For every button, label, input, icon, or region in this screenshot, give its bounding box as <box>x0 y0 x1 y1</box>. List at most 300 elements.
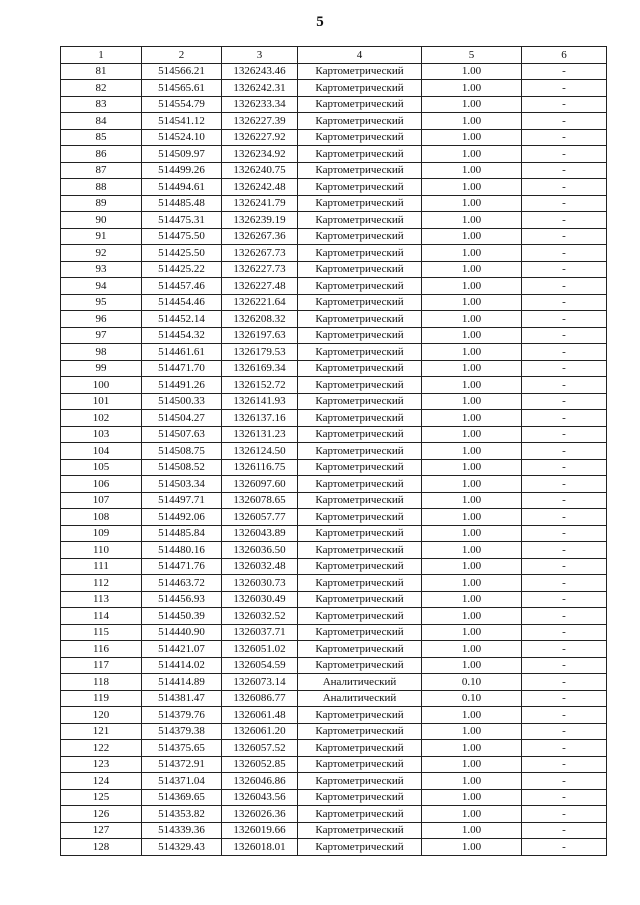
page-number: 5 <box>316 14 324 30</box>
accuracy-cell: 1.00 <box>422 723 522 740</box>
note-cell: - <box>522 723 607 740</box>
note-cell: - <box>522 740 607 757</box>
method-cell: Картометрический <box>298 575 422 592</box>
table-row <box>61 806 607 823</box>
y-coordinate-cell: 1326078.65 <box>222 492 298 509</box>
method-cell: Картометрический <box>298 657 422 674</box>
y-coordinate-cell: 1326241.79 <box>222 195 298 212</box>
x-coordinate-cell: 514454.46 <box>142 294 222 311</box>
point-number-cell: 121 <box>61 723 142 740</box>
x-coordinate-cell: 514369.65 <box>142 789 222 806</box>
accuracy-cell: 1.00 <box>422 459 522 476</box>
point-number-cell: 105 <box>61 459 142 476</box>
point-number-cell: 122 <box>61 740 142 757</box>
y-coordinate-cell: 1326026.36 <box>222 806 298 823</box>
x-coordinate-cell: 514375.65 <box>142 740 222 757</box>
note-cell: - <box>522 360 607 377</box>
accuracy-cell: 1.00 <box>422 509 522 526</box>
note-cell: - <box>522 212 607 229</box>
table-row <box>61 129 607 146</box>
note-cell: - <box>522 690 607 707</box>
column-header: 2 <box>142 47 222 64</box>
accuracy-cell: 1.00 <box>422 443 522 460</box>
point-number-cell: 123 <box>61 756 142 773</box>
table-row <box>61 558 607 575</box>
table-row <box>61 459 607 476</box>
method-cell: Картометрический <box>298 129 422 146</box>
table-row <box>61 195 607 212</box>
y-coordinate-cell: 1326233.34 <box>222 96 298 113</box>
method-cell: Картометрический <box>298 96 422 113</box>
x-coordinate-cell: 514524.10 <box>142 129 222 146</box>
note-cell: - <box>522 756 607 773</box>
point-number-cell: 101 <box>61 393 142 410</box>
note-cell: - <box>522 773 607 790</box>
method-cell: Картометрический <box>298 756 422 773</box>
x-coordinate-cell: 514372.91 <box>142 756 222 773</box>
column-header: 5 <box>422 47 522 64</box>
point-number-cell: 99 <box>61 360 142 377</box>
column-header: 4 <box>298 47 422 64</box>
method-cell: Картометрический <box>298 723 422 740</box>
method-cell: Картометрический <box>298 327 422 344</box>
accuracy-cell: 1.00 <box>422 756 522 773</box>
method-cell: Картометрический <box>298 360 422 377</box>
x-coordinate-cell: 514475.50 <box>142 228 222 245</box>
method-cell: Картометрический <box>298 806 422 823</box>
accuracy-cell: 1.00 <box>422 129 522 146</box>
x-coordinate-cell: 514494.61 <box>142 179 222 196</box>
note-cell: - <box>522 410 607 427</box>
point-number-cell: 118 <box>61 674 142 691</box>
note-cell: - <box>522 261 607 278</box>
note-cell: - <box>522 558 607 575</box>
x-coordinate-cell: 514566.21 <box>142 63 222 80</box>
x-coordinate-cell: 514450.39 <box>142 608 222 625</box>
note-cell: - <box>522 509 607 526</box>
accuracy-cell: 1.00 <box>422 426 522 443</box>
x-coordinate-cell: 514491.26 <box>142 377 222 394</box>
column-header: 1 <box>61 47 142 64</box>
accuracy-cell: 1.00 <box>422 525 522 542</box>
x-coordinate-cell: 514425.50 <box>142 245 222 262</box>
method-cell: Картометрический <box>298 839 422 856</box>
table-row <box>61 377 607 394</box>
table-row <box>61 525 607 542</box>
x-coordinate-cell: 514541.12 <box>142 113 222 130</box>
accuracy-cell: 1.00 <box>422 393 522 410</box>
x-coordinate-cell: 514500.33 <box>142 393 222 410</box>
x-coordinate-cell: 514507.63 <box>142 426 222 443</box>
table-row <box>61 839 607 856</box>
point-number-cell: 86 <box>61 146 142 163</box>
table-row <box>61 723 607 740</box>
y-coordinate-cell: 1326018.01 <box>222 839 298 856</box>
table-row <box>61 344 607 361</box>
accuracy-cell: 1.00 <box>422 179 522 196</box>
note-cell: - <box>522 96 607 113</box>
method-cell: Картометрический <box>298 179 422 196</box>
method-cell: Картометрический <box>298 294 422 311</box>
point-number-cell: 114 <box>61 608 142 625</box>
point-number-cell: 115 <box>61 624 142 641</box>
point-number-cell: 111 <box>61 558 142 575</box>
y-coordinate-cell: 1326243.46 <box>222 63 298 80</box>
point-number-cell: 120 <box>61 707 142 724</box>
note-cell: - <box>522 525 607 542</box>
y-coordinate-cell: 1326054.59 <box>222 657 298 674</box>
y-coordinate-cell: 1326227.39 <box>222 113 298 130</box>
method-cell: Картометрический <box>298 822 422 839</box>
x-coordinate-cell: 514471.76 <box>142 558 222 575</box>
x-coordinate-cell: 514425.22 <box>142 261 222 278</box>
y-coordinate-cell: 1326043.56 <box>222 789 298 806</box>
accuracy-cell: 1.00 <box>422 641 522 658</box>
method-cell: Картометрический <box>298 525 422 542</box>
accuracy-cell: 1.00 <box>422 410 522 427</box>
note-cell: - <box>522 707 607 724</box>
y-coordinate-cell: 1326197.63 <box>222 327 298 344</box>
note-cell: - <box>522 608 607 625</box>
note-cell: - <box>522 624 607 641</box>
table-row <box>61 443 607 460</box>
y-coordinate-cell: 1326240.75 <box>222 162 298 179</box>
table-row <box>61 789 607 806</box>
accuracy-cell: 1.00 <box>422 228 522 245</box>
x-coordinate-cell: 514492.06 <box>142 509 222 526</box>
y-coordinate-cell: 1326141.93 <box>222 393 298 410</box>
table-row <box>61 261 607 278</box>
method-cell: Картометрический <box>298 641 422 658</box>
note-cell: - <box>522 492 607 509</box>
method-cell: Картометрический <box>298 624 422 641</box>
method-cell: Картометрический <box>298 311 422 328</box>
y-coordinate-cell: 1326030.73 <box>222 575 298 592</box>
y-coordinate-cell: 1326227.92 <box>222 129 298 146</box>
table-row <box>61 492 607 509</box>
accuracy-cell: 1.00 <box>422 608 522 625</box>
point-number-cell: 85 <box>61 129 142 146</box>
y-coordinate-cell: 1326239.19 <box>222 212 298 229</box>
point-number-cell: 87 <box>61 162 142 179</box>
table-row <box>61 294 607 311</box>
table-row <box>61 179 607 196</box>
y-coordinate-cell: 1326061.20 <box>222 723 298 740</box>
note-cell: - <box>522 63 607 80</box>
point-number-cell: 96 <box>61 311 142 328</box>
table-row <box>61 674 607 691</box>
y-coordinate-cell: 1326227.73 <box>222 261 298 278</box>
x-coordinate-cell: 514485.48 <box>142 195 222 212</box>
accuracy-cell: 1.00 <box>422 822 522 839</box>
x-coordinate-cell: 514554.79 <box>142 96 222 113</box>
point-number-cell: 97 <box>61 327 142 344</box>
accuracy-cell: 1.00 <box>422 789 522 806</box>
point-number-cell: 83 <box>61 96 142 113</box>
table-row <box>61 311 607 328</box>
note-cell: - <box>522 542 607 559</box>
x-coordinate-cell: 514475.31 <box>142 212 222 229</box>
table-row <box>61 63 607 80</box>
method-cell: Картометрический <box>298 245 422 262</box>
point-number-cell: 88 <box>61 179 142 196</box>
point-number-cell: 124 <box>61 773 142 790</box>
accuracy-cell: 1.00 <box>422 360 522 377</box>
table-header-row <box>61 47 607 64</box>
table-row <box>61 245 607 262</box>
table-row <box>61 360 607 377</box>
point-number-cell: 117 <box>61 657 142 674</box>
x-coordinate-cell: 514509.97 <box>142 146 222 163</box>
method-cell: Картометрический <box>298 212 422 229</box>
accuracy-cell: 1.00 <box>422 558 522 575</box>
method-cell: Картометрический <box>298 608 422 625</box>
y-coordinate-cell: 1326267.36 <box>222 228 298 245</box>
x-coordinate-cell: 514508.52 <box>142 459 222 476</box>
note-cell: - <box>522 575 607 592</box>
accuracy-cell: 1.00 <box>422 212 522 229</box>
point-number-cell: 92 <box>61 245 142 262</box>
table-row <box>61 476 607 493</box>
accuracy-cell: 1.00 <box>422 773 522 790</box>
method-cell: Картометрический <box>298 773 422 790</box>
method-cell: Картометрический <box>298 228 422 245</box>
method-cell: Картометрический <box>298 113 422 130</box>
method-cell: Картометрический <box>298 443 422 460</box>
point-number-cell: 119 <box>61 690 142 707</box>
accuracy-cell: 1.00 <box>422 278 522 295</box>
column-header: 3 <box>222 47 298 64</box>
x-coordinate-cell: 514329.43 <box>142 839 222 856</box>
accuracy-cell: 1.00 <box>422 542 522 559</box>
method-cell: Аналитический <box>298 690 422 707</box>
accuracy-cell: 1.00 <box>422 294 522 311</box>
accuracy-cell: 1.00 <box>422 80 522 97</box>
accuracy-cell: 1.00 <box>422 96 522 113</box>
accuracy-cell: 1.00 <box>422 476 522 493</box>
method-cell: Картометрический <box>298 542 422 559</box>
y-coordinate-cell: 1326019.66 <box>222 822 298 839</box>
note-cell: - <box>522 294 607 311</box>
y-coordinate-cell: 1326208.32 <box>222 311 298 328</box>
coordinates-table <box>60 46 607 856</box>
accuracy-cell: 0.10 <box>422 674 522 691</box>
note-cell: - <box>522 443 607 460</box>
y-coordinate-cell: 1326267.73 <box>222 245 298 262</box>
point-number-cell: 84 <box>61 113 142 130</box>
point-number-cell: 107 <box>61 492 142 509</box>
table-row <box>61 756 607 773</box>
y-coordinate-cell: 1326057.52 <box>222 740 298 757</box>
note-cell: - <box>522 146 607 163</box>
point-number-cell: 91 <box>61 228 142 245</box>
method-cell: Аналитический <box>298 674 422 691</box>
table-row <box>61 542 607 559</box>
method-cell: Картометрический <box>298 344 422 361</box>
method-cell: Картометрический <box>298 63 422 80</box>
point-number-cell: 95 <box>61 294 142 311</box>
accuracy-cell: 1.00 <box>422 344 522 361</box>
table-row <box>61 591 607 608</box>
point-number-cell: 81 <box>61 63 142 80</box>
table-row <box>61 80 607 97</box>
table-row <box>61 773 607 790</box>
point-number-cell: 102 <box>61 410 142 427</box>
note-cell: - <box>522 839 607 856</box>
note-cell: - <box>522 129 607 146</box>
table-row <box>61 624 607 641</box>
x-coordinate-cell: 514463.72 <box>142 575 222 592</box>
y-coordinate-cell: 1326242.48 <box>222 179 298 196</box>
accuracy-cell: 1.00 <box>422 146 522 163</box>
point-number-cell: 110 <box>61 542 142 559</box>
table-row <box>61 327 607 344</box>
point-number-cell: 126 <box>61 806 142 823</box>
accuracy-cell: 1.00 <box>422 707 522 724</box>
point-number-cell: 89 <box>61 195 142 212</box>
table-row <box>61 278 607 295</box>
x-coordinate-cell: 514456.93 <box>142 591 222 608</box>
accuracy-cell: 1.00 <box>422 261 522 278</box>
method-cell: Картометрический <box>298 377 422 394</box>
method-cell: Картометрический <box>298 162 422 179</box>
accuracy-cell: 1.00 <box>422 591 522 608</box>
x-coordinate-cell: 514503.34 <box>142 476 222 493</box>
table-row <box>61 393 607 410</box>
note-cell: - <box>522 674 607 691</box>
point-number-cell: 104 <box>61 443 142 460</box>
x-coordinate-cell: 514353.82 <box>142 806 222 823</box>
x-coordinate-cell: 514371.04 <box>142 773 222 790</box>
method-cell: Картометрический <box>298 261 422 278</box>
method-cell: Картометрический <box>298 707 422 724</box>
x-coordinate-cell: 514414.02 <box>142 657 222 674</box>
table-row <box>61 822 607 839</box>
table-row <box>61 228 607 245</box>
y-coordinate-cell: 1326242.31 <box>222 80 298 97</box>
point-number-cell: 90 <box>61 212 142 229</box>
accuracy-cell: 1.00 <box>422 195 522 212</box>
method-cell: Картометрический <box>298 591 422 608</box>
accuracy-cell: 1.00 <box>422 245 522 262</box>
x-coordinate-cell: 514457.46 <box>142 278 222 295</box>
x-coordinate-cell: 514379.38 <box>142 723 222 740</box>
table-row <box>61 410 607 427</box>
point-number-cell: 112 <box>61 575 142 592</box>
x-coordinate-cell: 514339.36 <box>142 822 222 839</box>
x-coordinate-cell: 514379.76 <box>142 707 222 724</box>
table-row <box>61 212 607 229</box>
table-row <box>61 113 607 130</box>
x-coordinate-cell: 514504.27 <box>142 410 222 427</box>
column-header: 6 <box>522 47 607 64</box>
y-coordinate-cell: 1326221.64 <box>222 294 298 311</box>
note-cell: - <box>522 806 607 823</box>
note-cell: - <box>522 278 607 295</box>
x-coordinate-cell: 514508.75 <box>142 443 222 460</box>
table-row <box>61 641 607 658</box>
y-coordinate-cell: 1326086.77 <box>222 690 298 707</box>
y-coordinate-cell: 1326179.53 <box>222 344 298 361</box>
note-cell: - <box>522 113 607 130</box>
point-number-cell: 125 <box>61 789 142 806</box>
x-coordinate-cell: 514421.07 <box>142 641 222 658</box>
x-coordinate-cell: 514452.14 <box>142 311 222 328</box>
y-coordinate-cell: 1326032.48 <box>222 558 298 575</box>
table-row <box>61 146 607 163</box>
method-cell: Картометрический <box>298 789 422 806</box>
note-cell: - <box>522 591 607 608</box>
method-cell: Картометрический <box>298 195 422 212</box>
note-cell: - <box>522 179 607 196</box>
method-cell: Картометрический <box>298 426 422 443</box>
x-coordinate-cell: 514461.61 <box>142 344 222 361</box>
method-cell: Картометрический <box>298 146 422 163</box>
y-coordinate-cell: 1326227.48 <box>222 278 298 295</box>
accuracy-cell: 1.00 <box>422 575 522 592</box>
accuracy-cell: 1.00 <box>422 624 522 641</box>
point-number-cell: 106 <box>61 476 142 493</box>
table-row <box>61 740 607 757</box>
accuracy-cell: 1.00 <box>422 311 522 328</box>
table-row <box>61 575 607 592</box>
note-cell: - <box>522 195 607 212</box>
y-coordinate-cell: 1326037.71 <box>222 624 298 641</box>
method-cell: Картометрический <box>298 80 422 97</box>
y-coordinate-cell: 1326032.52 <box>222 608 298 625</box>
note-cell: - <box>522 377 607 394</box>
point-number-cell: 127 <box>61 822 142 839</box>
y-coordinate-cell: 1326097.60 <box>222 476 298 493</box>
y-coordinate-cell: 1326036.50 <box>222 542 298 559</box>
y-coordinate-cell: 1326124.50 <box>222 443 298 460</box>
accuracy-cell: 1.00 <box>422 740 522 757</box>
x-coordinate-cell: 514497.71 <box>142 492 222 509</box>
y-coordinate-cell: 1326030.49 <box>222 591 298 608</box>
accuracy-cell: 1.00 <box>422 492 522 509</box>
y-coordinate-cell: 1326051.02 <box>222 641 298 658</box>
table-row <box>61 96 607 113</box>
y-coordinate-cell: 1326057.77 <box>222 509 298 526</box>
note-cell: - <box>522 80 607 97</box>
x-coordinate-cell: 514499.26 <box>142 162 222 179</box>
x-coordinate-cell: 514381.47 <box>142 690 222 707</box>
point-number-cell: 82 <box>61 80 142 97</box>
note-cell: - <box>522 228 607 245</box>
accuracy-cell: 0.10 <box>422 690 522 707</box>
method-cell: Картометрический <box>298 740 422 757</box>
y-coordinate-cell: 1326073.14 <box>222 674 298 691</box>
note-cell: - <box>522 476 607 493</box>
table-row <box>61 509 607 526</box>
accuracy-cell: 1.00 <box>422 839 522 856</box>
y-coordinate-cell: 1326116.75 <box>222 459 298 476</box>
method-cell: Картометрический <box>298 509 422 526</box>
x-coordinate-cell: 514480.16 <box>142 542 222 559</box>
y-coordinate-cell: 1326152.72 <box>222 377 298 394</box>
point-number-cell: 94 <box>61 278 142 295</box>
table-row <box>61 426 607 443</box>
point-number-cell: 98 <box>61 344 142 361</box>
method-cell: Картометрический <box>298 410 422 427</box>
method-cell: Картометрический <box>298 492 422 509</box>
x-coordinate-cell: 514565.61 <box>142 80 222 97</box>
table-row <box>61 707 607 724</box>
y-coordinate-cell: 1326043.89 <box>222 525 298 542</box>
point-number-cell: 116 <box>61 641 142 658</box>
x-coordinate-cell: 514440.90 <box>142 624 222 641</box>
x-coordinate-cell: 514454.32 <box>142 327 222 344</box>
